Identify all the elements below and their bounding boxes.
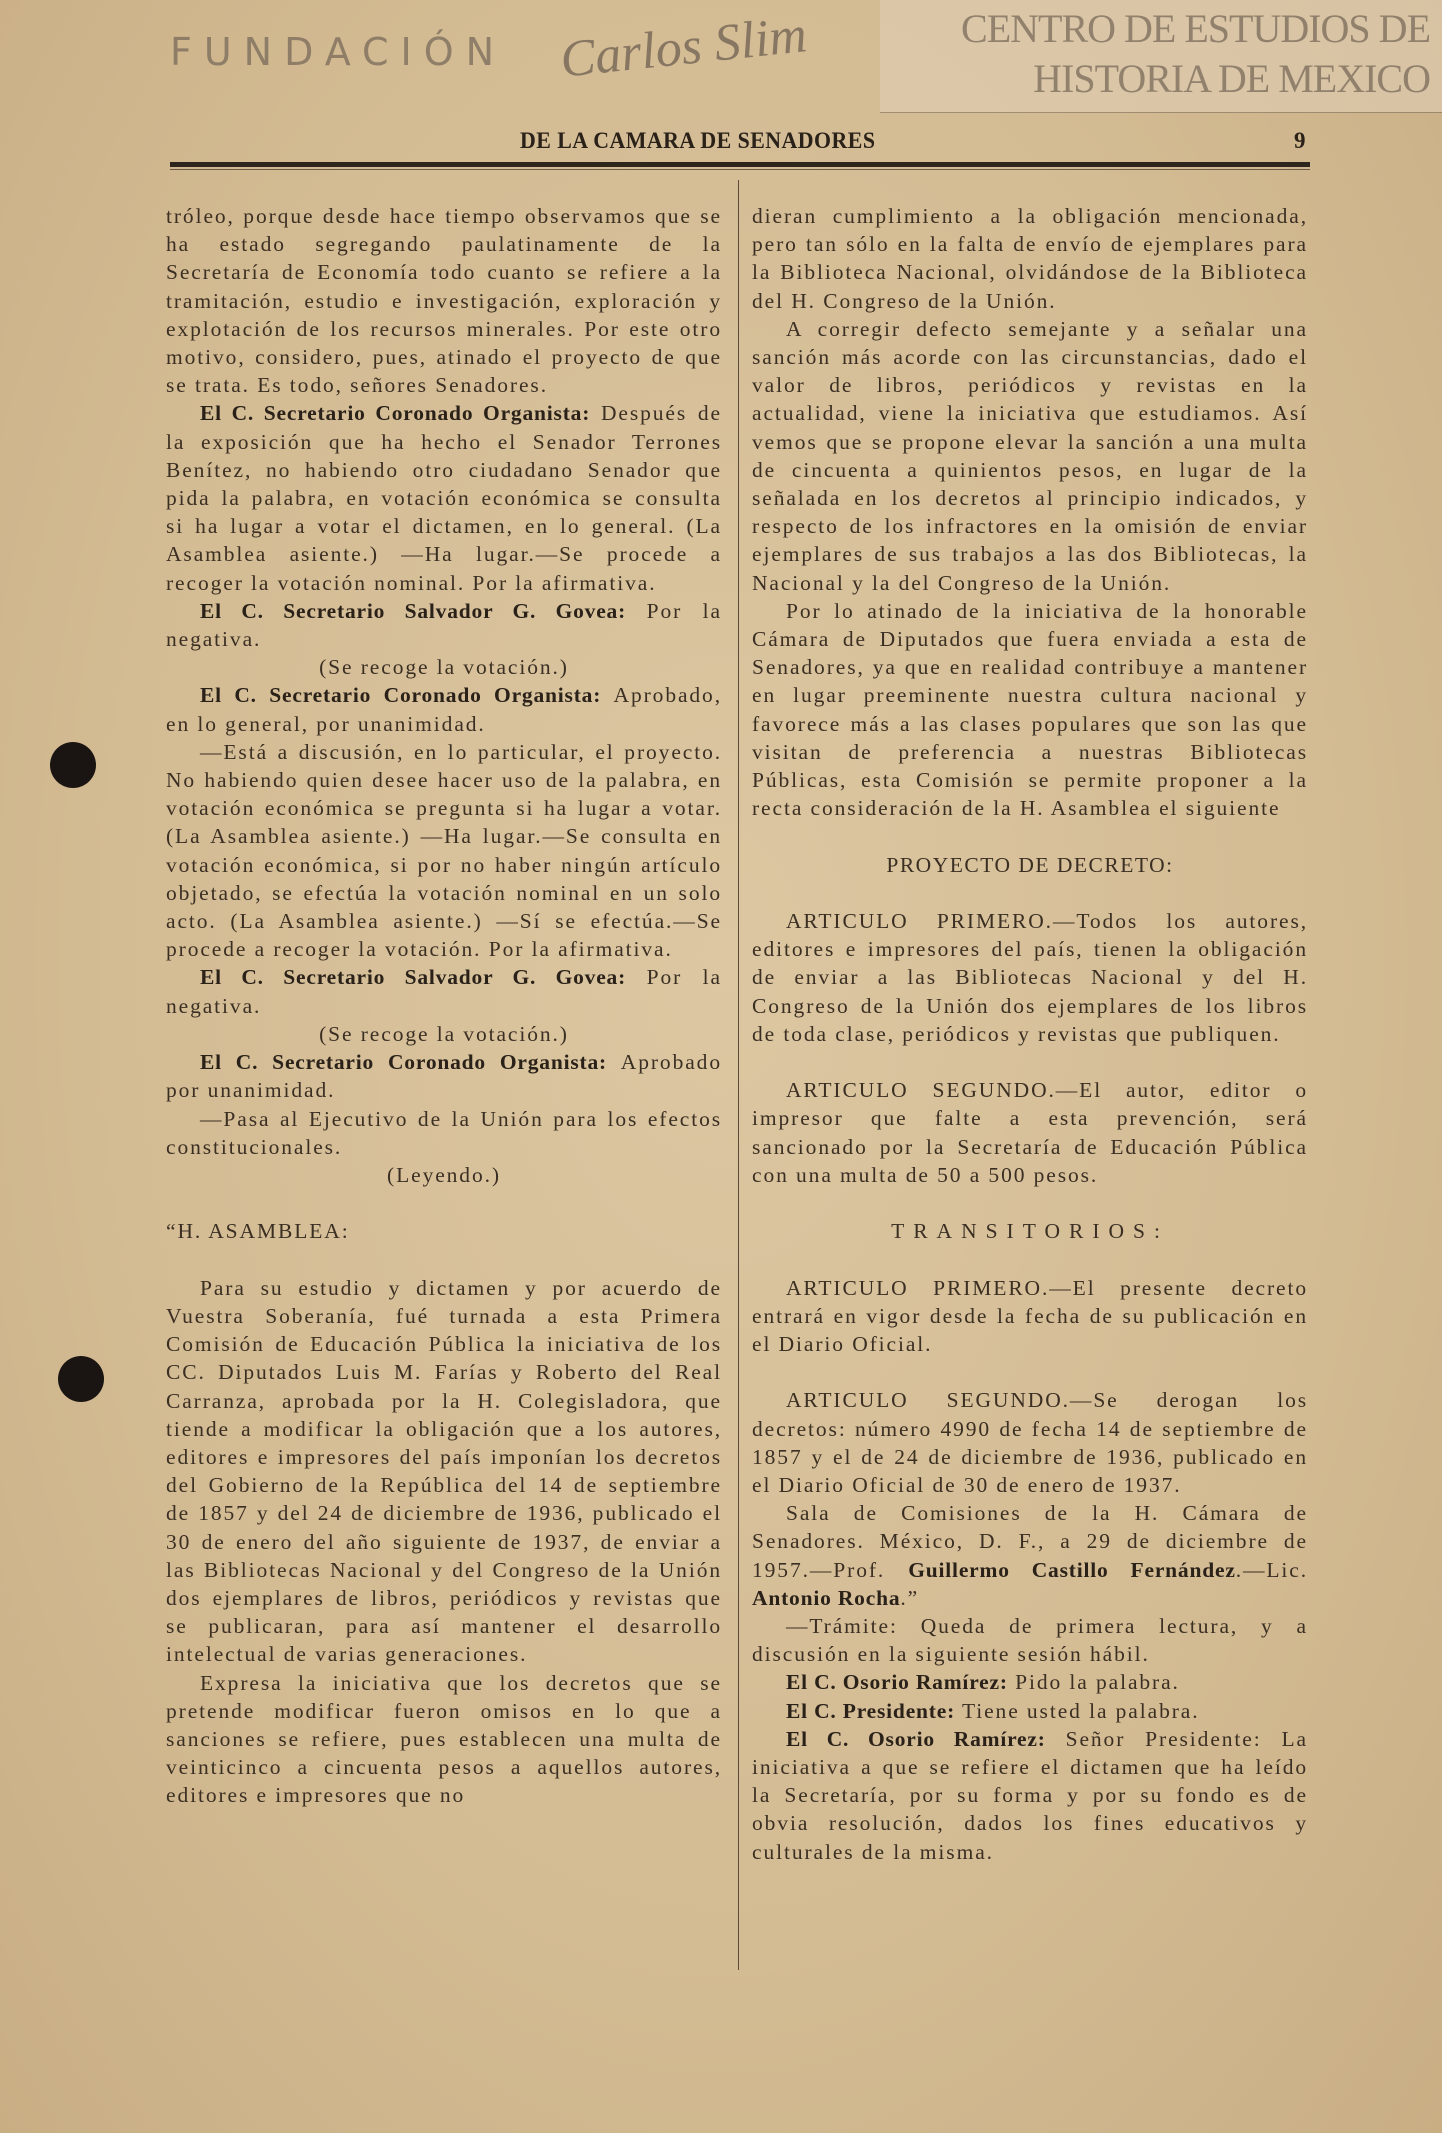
punch-hole xyxy=(50,742,96,788)
speaker-paragraph xyxy=(166,681,722,737)
speech: Después de la exposición que ha hecho el Senador Terrones Benítez, no habiendo otro ciudadano Senador que pida la palabra, en votación económica se consulta si ha lugar a votar el dictamen, en lo general. (La Asamblea asiente.) —Ha lugar.—Se procede a recoger la votación nominal. Por la afirmativa. xyxy=(166,401,722,595)
text: .” xyxy=(900,1585,920,1610)
section-heading: PROYECTO DE DECRETO: xyxy=(886,852,1174,877)
speaker-paragraph xyxy=(166,399,722,596)
salutation: “H. ASAMBLEA: xyxy=(166,1219,350,1244)
header-rule-thin xyxy=(170,169,1310,170)
paragraph: —Está a discusión, en lo particular, el proyecto. No habiendo quien desee hacer uso de la palabra, en votación económica se pregunta si ha lugar a votar. (La Asamblea asiente.) —Ha lugar.—Se consulta en votación económica, si por no haber ningún artículo objetado, se efectúa la votación nominal en un solo acto. (La Asamblea asiente.) —Sí se efectúa.—Se procede a recoger la votación. Por la afirmativa. xyxy=(166,739,722,962)
speaker-paragraph xyxy=(752,1668,1308,1696)
watermark-org: CENTRO DE ESTUDIOS DE HISTORIA DE MEXICO xyxy=(961,6,1430,101)
stage-note: (Se recoge la votación.) xyxy=(319,1021,569,1046)
page-number: 9 xyxy=(1294,128,1306,153)
signatory: Guillermo Castillo Fernández xyxy=(908,1557,1236,1582)
paragraph: Por lo atinado de la iniciativa de la honorable Cámara de Diputados que fuera enviada a esta de Senadores, ya que en realidad contribuye a mantener en lugar preeminente nuestra cultura nacional y favorece más a las clases populares que son las que visitan de preferencia a nuestras Bibliotecas Públicas, esta Comisión se permite proponer a la recta consideración de la H. Asamblea el siguiente xyxy=(752,598,1308,821)
running-title: DE LA CAMARA DE SENADORES xyxy=(520,128,876,153)
watermark-foundation: FUNDACIÓN xyxy=(170,30,507,74)
speaker: El C. Osorio Ramírez: xyxy=(786,1670,1008,1695)
watermark-divider xyxy=(880,112,1442,113)
watermark-signature: Carlos Slim xyxy=(557,6,810,89)
signatory: Antonio Rocha xyxy=(752,1585,901,1610)
speech: Pido la palabra. xyxy=(1007,1670,1180,1695)
header-rule xyxy=(170,162,1310,167)
speaker: El C. Secretario Salvador G. Govea: xyxy=(200,598,627,623)
speaker: El C. Secretario Coronado Organista: xyxy=(200,401,591,426)
speaker: El C. Secretario Coronado Organista: xyxy=(200,1050,607,1075)
stage-note: (Se recoge la votación.) xyxy=(319,655,569,680)
page-header xyxy=(170,124,1310,154)
speech: Por la negativa. xyxy=(166,965,722,1018)
speech: Señor Presidente: La iniciativa a que se refiere el dictamen que ha leído la Secretaría, por su forma y por su fondo es de obvia resolución, dados los fines educativos y culturales de la misma. xyxy=(752,1726,1308,1864)
punch-hole xyxy=(58,1356,104,1402)
article: ARTICULO PRIMERO.—Todos los autores, editores e impresores del país, tienen la obligación de enviar a las Bibliotecas Nacional y del H. Congreso de la Unión dos ejemplares de los libros de toda clase, periódicos y revistas que publiquen. xyxy=(752,909,1308,1046)
paragraph: dieran cumplimiento a la obligación mencionada, pero tan sólo en la falta de envío de ejemplares para la Biblioteca Nacional, olvidándose de la Biblioteca del H. Congreso de la Unión. xyxy=(752,204,1308,313)
speech: Aprobado, en lo general, por unanimidad. xyxy=(166,683,722,736)
section-heading: TRANSITORIOS: xyxy=(891,1219,1169,1244)
left-column xyxy=(166,202,722,1810)
speaker: El C. Presidente: xyxy=(786,1698,956,1723)
speaker-paragraph xyxy=(166,1048,722,1104)
paragraph: Expresa la iniciativa que los decretos que se pretende modificar fueron omisos en lo que a sanciones se refiere, pues establecen una multa de veinticinco a cincuenta pesos a aquellos autores, editores e impresores que no xyxy=(166,1670,722,1808)
speech: Tiene usted la palabra. xyxy=(955,1698,1200,1723)
speech: Aprobado por unanimidad. xyxy=(166,1050,722,1103)
speaker-paragraph xyxy=(166,963,722,1019)
article: ARTICULO SEGUNDO.—El autor, editor o impresor que falte a esta prevención, será sancionado por la Secretaría de Educación Pública con una multa de 50 a 500 pesos. xyxy=(752,1078,1308,1187)
paragraph: —Pasa al Ejecutivo de la Unión para los efectos constitucionales. xyxy=(166,1106,722,1159)
signature-paragraph xyxy=(752,1499,1308,1612)
article: ARTICULO PRIMERO.—El presente decreto entrará en vigor desde la fecha de su publicación en el Diario Oficial. xyxy=(752,1275,1308,1357)
speech: Por la negativa. xyxy=(166,598,722,652)
paragraph: tróleo, porque desde hace tiempo observamos que se ha estado segregando paulatinamente de la Secretaría de Economía todo cuanto se refiere a la tramitación, estudio e investigación, exploración y explotación de los recursos minerales. Por este otro motivo, considero, pues, atinado el proyecto de que se trata. Es todo, señores Senadores. xyxy=(166,204,722,398)
speaker-paragraph xyxy=(752,1725,1308,1866)
paragraph: —Trámite: Queda de primera lectura, y a discusión en la siguiente sesión hábil. xyxy=(752,1614,1308,1667)
speaker: El C. Secretario Salvador G. Govea: xyxy=(200,965,627,990)
speaker-paragraph xyxy=(752,1697,1308,1725)
right-column xyxy=(752,202,1308,1866)
stage-note: (Leyendo.) xyxy=(387,1162,501,1187)
paragraph: A corregir defecto semejante y a señalar una sanción más acorde con las circunstancias, dado el valor de libros, periódicos y revistas en la actualidad, viene la iniciativa que estudiamos. Así vemos que se propone elevar la sanción a una multa de cincuenta a quinientos pesos, en lugar de la señalada en los decretos al principio indicados, y respecto de los infractores en la omisión de enviar ejemplares de sus trabajos a las dos Bibliotecas, la Nacional y la del Congreso de la Unión. xyxy=(752,316,1308,595)
article: ARTICULO SEGUNDO.—Se derogan los decretos: número 4990 de fecha 14 de septiembre de 1857 y el de 24 de diciembre de 1936, publicado en el Diario Oficial de 30 de enero de 1937. xyxy=(752,1388,1308,1498)
column-divider xyxy=(738,180,739,1970)
paragraph: Para su estudio y dictamen y por acuerdo de Vuestra Soberanía, fué turnada a esta Primera Comisión de Educación Pública la iniciativa de los CC. Diputados Luis M. Farías y Roberto del Real Carranza, aprobada por la H. Colegisladora, que tiende a modificar la obligación que a los autores, editores e impresores del país imponían los decretos del Gobierno de la República del 14 de septiembre de 1857 y del 24 de diciembre de 1936, publicado el 30 de enero del año siguiente de 1937, de enviar a las Bibliotecas Nacional y del Congreso de la Unión dos ejemplares de libros, periódicos y revistas que se publicaran, para así mantener el desarrollo intelectual de varias generaciones. xyxy=(166,1275,722,1667)
text: Sala de Comisiones de la H. Cámara de Senadores. México, D. F., a 29 de diciembre de 1957.—Prof. xyxy=(752,1501,1308,1582)
speaker: El C. Secretario Coronado Organista: xyxy=(200,683,602,708)
speaker-paragraph xyxy=(166,597,722,653)
text: .—Lic. xyxy=(1235,1557,1308,1582)
speaker: El C. Osorio Ramírez: xyxy=(786,1726,1046,1751)
